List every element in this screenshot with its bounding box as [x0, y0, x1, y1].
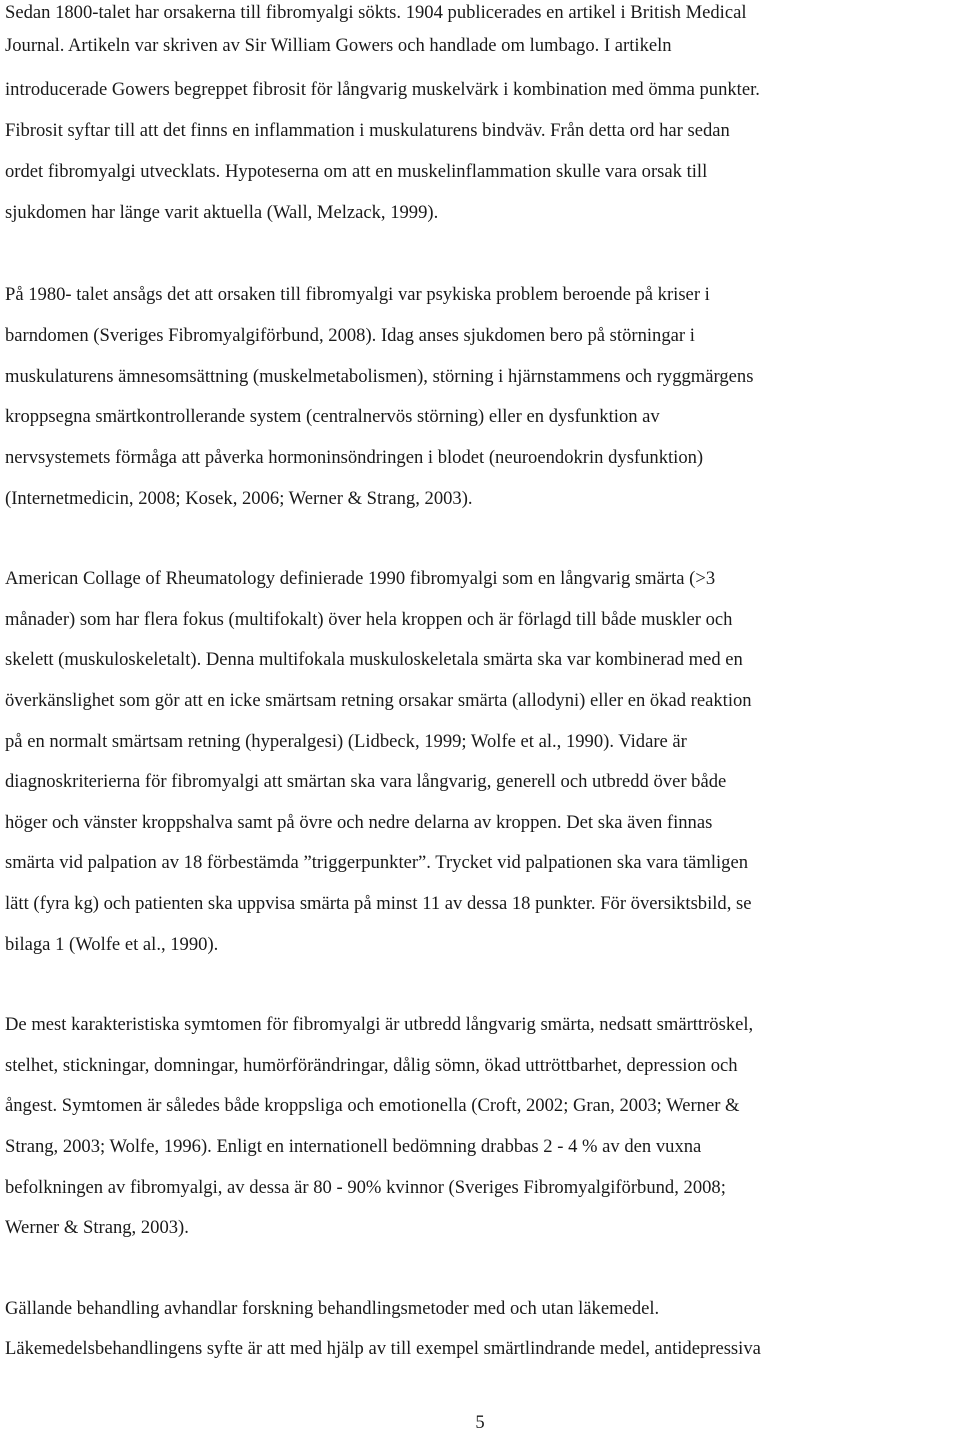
paragraph-line: höger och vänster kroppshalva samt på övre och nedre delarna av kroppen. Det ska även finnas	[5, 812, 713, 833]
paragraph-line: Gällande behandling avhandlar forskning behandlingsmetoder med och utan läkemedel.	[5, 1298, 660, 1319]
paragraph-line: De mest karakteristiska symtomen för fibromyalgi är utbredd långvarig smärta, nedsatt smärttröskel,	[5, 1014, 754, 1035]
paragraph-line: Werner & Strang, 2003).	[5, 1217, 189, 1238]
paragraph-line: bilaga 1 (Wolfe et al., 1990).	[5, 934, 219, 955]
page-number: 5	[475, 1412, 485, 1433]
paragraph-line: introducerade Gowers begreppet fibrosit för långvarig muskelvärk i kombination med ömma punkter.	[5, 79, 760, 100]
paragraph-line: stelhet, stickningar, domningar, humörförändringar, dålig sömn, ökad uttröttbarhet, depression och	[5, 1055, 738, 1076]
paragraph-line: muskulaturens ämnesomsättning (muskelmetabolismen), störning i hjärnstammens och ryggmärgens	[5, 366, 754, 387]
paragraph-line: diagnoskriterierna för fibromyalgi att smärtan ska vara långvarig, generell och utbredd över både	[5, 771, 727, 792]
paragraph-line: Fibrosit syftar till att det finns en inflammation i muskulaturens bindväv. Från detta ord har sedan	[5, 120, 730, 141]
paragraph-line: smärta vid palpation av 18 förbestämda ”triggerpunkter”. Trycket vid palpationen ska vara tämligen	[5, 852, 749, 873]
paragraph-line: ordet fibromyalgi utvecklats. Hypoteserna om att en muskelinflammation skulle vara orsak till	[5, 161, 708, 182]
paragraph-line: ångest. Symtomen är således både kroppsliga och emotionella (Croft, 2002; Gran, 2003; Werner &	[5, 1095, 740, 1116]
paragraph-line: Journal. Artikeln var skriven av Sir William Gowers och handlade om lumbago. I artikeln	[5, 35, 672, 56]
paragraph-line: skelett (muskuloskeletalt). Denna multifokala muskuloskeletala smärta ska var kombinerad med en	[5, 649, 743, 670]
paragraph-line: överkänslighet som gör att en icke smärtsam retning orsakar smärta (allodyni) eller en ökad reaktion	[5, 690, 752, 711]
paragraph-line: American Collage of Rheumatology definierade 1990 fibromyalgi som en långvarig smärta (>3	[5, 568, 716, 589]
paragraph-line: månader) som har flera fokus (multifokalt) över hela kroppen och är förlagd till både muskler och	[5, 609, 733, 630]
paragraph-line: Strang, 2003; Wolfe, 1996). Enligt en internationell bedömning drabbas 2 - 4 % av den vuxna	[5, 1136, 702, 1157]
paragraph-line: lätt (fyra kg) och patienten ska uppvisa smärta på minst 11 av dessa 18 punkter. För översiktsbild, se	[5, 893, 752, 914]
paragraph-line: Sedan 1800-talet har orsakerna till fibromyalgi sökts. 1904 publicerades en artikel i British Medical	[5, 2, 747, 23]
paragraph-line: befolkningen av fibromyalgi, av dessa är 80 - 90% kvinnor (Sveriges Fibromyalgiförbund, 2008;	[5, 1177, 726, 1198]
paragraph-line: (Internetmedicin, 2008; Kosek, 2006; Werner & Strang, 2003).	[5, 488, 473, 509]
paragraph-line: sjukdomen har länge varit aktuella (Wall, Melzack, 1999).	[5, 202, 439, 223]
paragraph-line: Läkemedelsbehandlingens syfte är att med hjälp av till exempel smärtlindrande medel, antidepressiva	[5, 1338, 761, 1359]
paragraph-line: På 1980- talet ansågs det att orsaken till fibromyalgi var psykiska problem beroende på kriser i	[5, 284, 710, 305]
paragraph-line: på en normalt smärtsam retning (hyperalgesi) (Lidbeck, 1999; Wolfe et al., 1990). Vidare är	[5, 731, 687, 752]
paragraph-line: barndomen (Sveriges Fibromyalgiförbund, 2008). Idag anses sjukdomen bero på störningar i	[5, 325, 695, 346]
paragraph-line: kroppsegna smärtkontrollerande system (centralnervös störning) eller en dysfunktion av	[5, 406, 660, 427]
paragraph-line: nervsystemets förmåga att påverka hormoninsöndringen i blodet (neuroendokrin dysfunktion)	[5, 447, 704, 468]
